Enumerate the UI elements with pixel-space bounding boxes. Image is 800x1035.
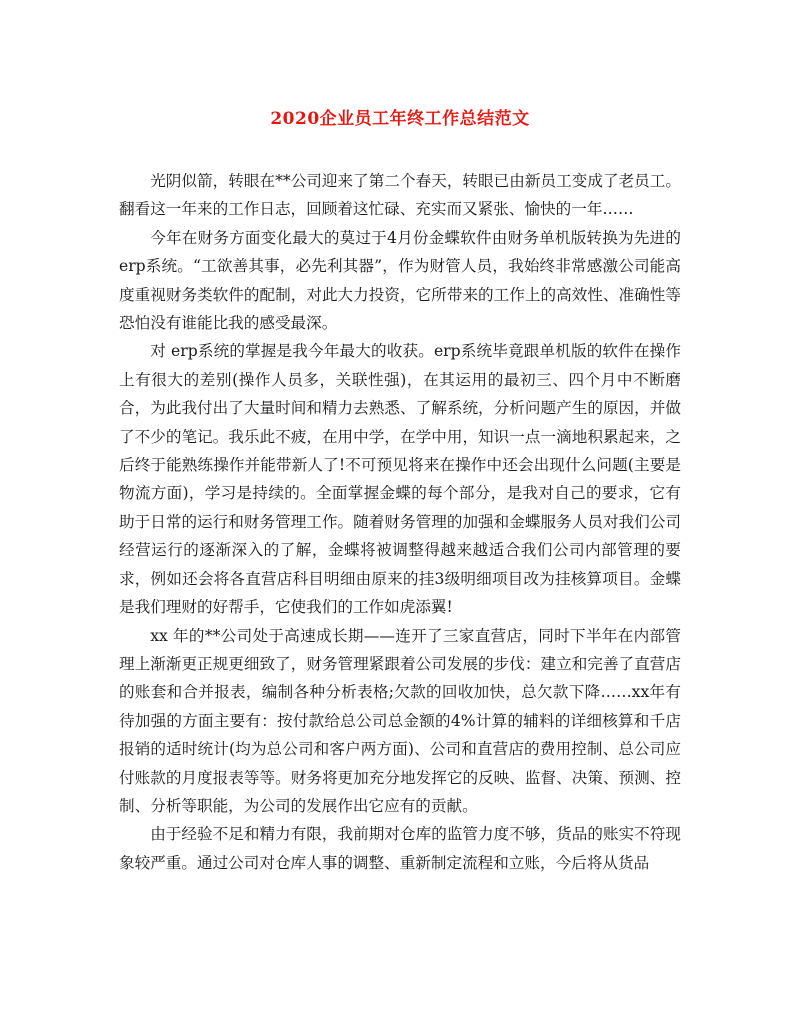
paragraph-2: 今年在财务方面变化最大的莫过于4月份金蝶软件由财务单机版转换为先进的erp系统。“工欲善其事，必先利其器”，作为财管人员，我始终非常感激公司能高度重视财务类软件的配制，对此大力投资，它所带来的工作上的高效性、准确性等恐怕没有谁能比我的感受最深。 (119, 228, 681, 333)
paragraph-1: 光阴似箭，转眼在**公司迎来了第二个春天，转眼已由新员工变成了老员工。翻看这一年来的工作日志，回顾着这忙碌、充实而又紧张、愉快的一年…… (119, 172, 681, 219)
paragraph-3: 对 erp系统的掌握是我今年最大的收获。erp系统毕竟跟单机版的软件在操作上有很大的差别(操作人员多，关联性强)，在其运用的最初三、四个月中不断磨合，为此我付出了大量时间和精力去熟悉、了解系统，分析问题产生的原因，并做了不少的笔记。我乐此不疲，在用中学，在学中用，知识一点一滴地积累起来，之后终于能熟练操作并能带新人了!不可预见将来在操作中还会出现什么问题(主要是物流方面)，学习是持续的。全面掌握金蝶的每个部分，是我对自己的要求，它有助于日常的运行和财务管理工作。随着财务管理的加强和金蝶服务人员对我们公司经营运行的逐渐深入的了解，金蝶将被调整得越来越适合我们公司内部管理的要求，例如还会将各直营店科目明细由原来的挂3级明细项目改为挂核算项目。金蝶是我们理财的好帮手，它使我们的工作如虎添翼! (119, 342, 681, 617)
paragraph-5: 由于经验不足和精力有限，我前期对仓库的监管力度不够，货品的账实不符现象较严重。通过公司对仓库人事的调整、重新制定流程和立账，今后将从货品 (119, 825, 681, 872)
document-title: 2020企业员工年终工作总结范文 (270, 109, 530, 129)
document-body (119, 167, 681, 877)
paragraph-4: xx 年的**公司处于高速成长期——连开了三家直营店，同时下半年在内部管理上渐渐更正规更细致了，财务管理紧跟着公司发展的步伐：建立和完善了直营店的账套和合并报表，编制各种分析表格;欠款的回收加快，总欠款下降……xx年有待加强的方面主要有：按付款给总公司总金额的4%计算的辅料的详细核算和千店报销的适时统计(均为总公司和客户两方面)、公司和直营店的费用控制、总公司应付账款的月度报表等等。财务将更加充分地发挥它的反映、监督、决策、预测、控制、分析等职能，为公司的发展作出它应有的贡献。 (119, 626, 681, 815)
